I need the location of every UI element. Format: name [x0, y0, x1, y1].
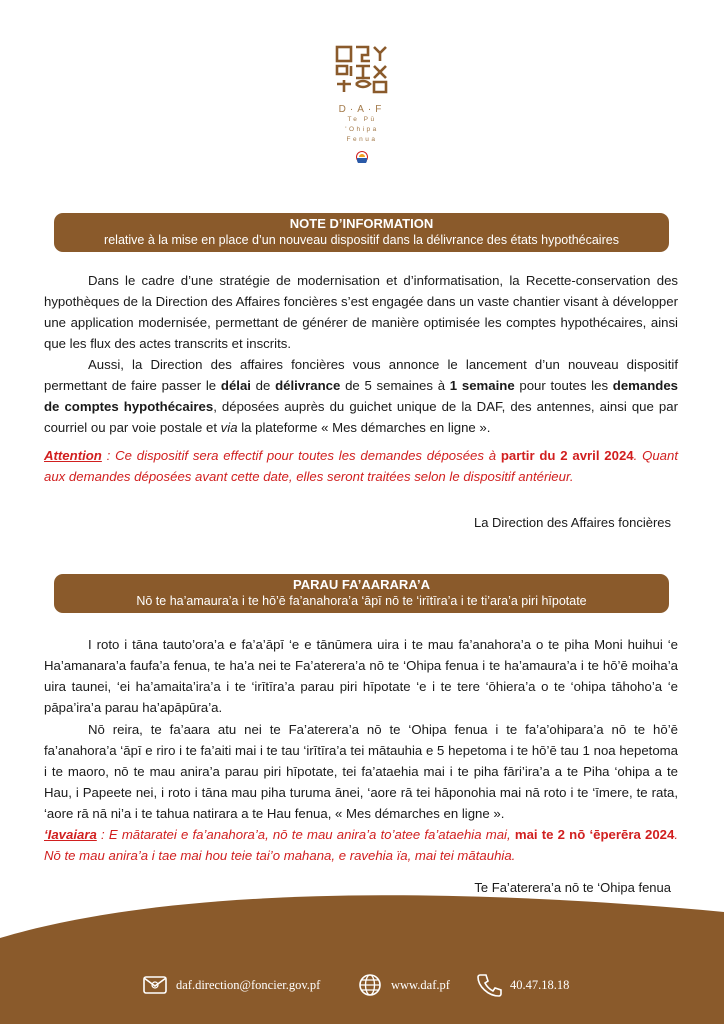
daf-emblem-icon	[334, 44, 390, 96]
note-paragraph-1: Dans le cadre d’une stratégie de modernisation et d’informatisation, la Recette-conservation des hypothèques de la Direction des Affaires foncières s’est engagée dans un vaste chantier visant à développer une application modernisée, permettant de générer de manière optimisée les comptes hypothécaires, ainsi que les flux des actes transcrits et inscrits.	[44, 273, 678, 351]
email-text[interactable]: daf.direction@foncier.gov.pf	[176, 977, 321, 992]
note-subtitle: relative à la mise en place d’un nouveau dispositif dans la délivrance des états hypothécaires	[104, 233, 619, 247]
parau-signature: Te Fa’aterera’a nō te ‘Ohipa fenua	[474, 880, 671, 895]
email-icon	[142, 972, 168, 998]
footer-website[interactable]	[357, 972, 450, 998]
logo-sub-1: Te Pū	[347, 116, 377, 123]
website-text[interactable]: www.daf.pf	[391, 977, 450, 992]
phone-text[interactable]: 40.47.18.18	[510, 977, 570, 992]
logo-sub-3: Fenua	[346, 136, 378, 143]
logo-sub-2: 'Ohipa	[345, 126, 379, 133]
phone-icon	[476, 972, 502, 998]
note-attention: Attention : Ce dispositif sera effectif pour toutes les demandes déposées à partir du 2 avril 2024. Quant aux demandes déposées avant cette date, elles seront traitées selon le dispositif antérieur.	[44, 448, 678, 484]
footer-wave	[0, 870, 724, 1024]
polynesia-emblem-icon	[356, 151, 368, 163]
parau-attention: ‘Iavaiara : E mātaratei e fa’anahora’a, nō te mau anira’a to’atee fa’ataehia mai, mai te 2 nō ‘ēperēra 2024. Nō te mau anira’a i tae mai hou teie tai’o mahana, e ravehia ïa, mai tei mātauhia.	[44, 827, 678, 863]
footer-phone[interactable]	[476, 972, 569, 998]
parau-paragraph-1: I roto i tāna tauto’ora’a e fa’a’āpī ‘e e tānūmera uira i te mau fa’anahora’a o te piha Moni huihui ‘e Ha’amanara’a faufa’a fenua, te ha’a nei te Fa’aterera’a nō te ‘Ohipa fenua i te ha’amaura’a i te hō’ē moiha’a uira taunei, ‘ei ha’amaita’ira’a i te ‘irītīra’a parau piri hīpotate ‘e i te tere ‘ōhiera’a o te ‘ohipa tāhoho’a ‘e pāpa’ira’a parau ha’apāpūra’a.	[44, 637, 678, 715]
note-title: NOTE D’INFORMATION	[289, 216, 434, 231]
note-banner	[54, 213, 669, 252]
daf-logo	[332, 44, 392, 163]
parau-paragraph-2: Nō reira, te fa’aara atu nei te Fa’aterera’a nō te ‘Ohipa fenua i te fa’a’ohipara’a nō te hō’ē fa’anahora’a ‘āpī e riro i te fa’aiti mai i te tau ‘irītīra’a tei mātauhia e 5 hepetoma i te hō’ē tau 1 noa hepetoma i te maoro, nō te mau anira’a parau piri hīpotate, tei fa’ataehia mai i te piha fāri’ira’a a te Piha ‘ohipa a te Hau, i Papeete nei, i roto i tāna mau piha turuma ānei, ‘aore rā tei hāponohia mai nā roto i te ‘īmere, te rata, ‘aore rā nā ni’a i te tahua natirara a te Hau fenua, « Mes démarches en ligne ».	[44, 722, 678, 821]
parau-banner	[54, 574, 669, 613]
parau-subtitle: Nō te ha’amaura’a i te hō’ē fa’anahora’a ‘āpī nō te ‘irītīra’a i te ti’ara’a piri hīpotate	[136, 594, 587, 608]
footer-email[interactable]	[142, 972, 320, 998]
logo-acronym: D·A·F	[338, 104, 386, 115]
note-paragraph-2: Aussi, la Direction des affaires foncières vous annonce le lancement d’un nouveau dispositif permettant de faire passer le délai de délivrance de 5 semaines à 1 semaine pour toutes les demandes de comptes hypothécaires, déposées auprès du guichet unique de la DAF, des antennes, ainsi que par courriel ou par voie postale et via la plateforme « Mes démarches en ligne ».	[44, 357, 679, 435]
globe-icon	[357, 972, 383, 998]
note-signature: La Direction des Affaires foncières	[473, 515, 671, 530]
parau-title: PARAU FA’AARARA’A	[293, 577, 430, 592]
